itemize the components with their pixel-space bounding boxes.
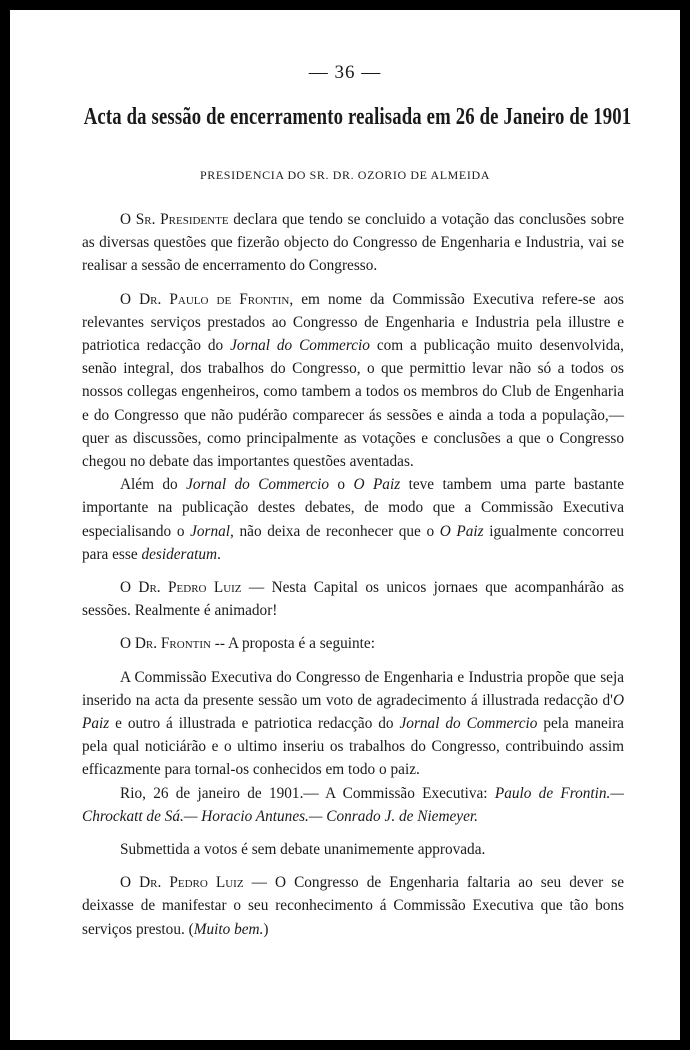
paragraph-text: Submettida a votos é sem debate unanimemente approvada.: [120, 841, 486, 859]
applause-note: Muito bem.: [193, 920, 264, 938]
document-body: [82, 208, 624, 941]
paragraph-text: .: [217, 545, 221, 563]
signatories: Paulo de Frontin.— Chrockatt de Sá.— Horacio Antunes.— Conrado J. de Niemeyer.: [82, 784, 624, 825]
speaker-name: O Sr. Presidente: [120, 211, 229, 228]
paragraph-text: Rio, 26 de janeiro de 1901.— A Commissão Executiva:: [120, 784, 495, 802]
speaker-name: O Dr. Pedro Luiz: [120, 579, 242, 597]
paragraph-pedro-luiz-1: [82, 576, 624, 622]
speaker-name: O Dr. Pedro Luiz: [120, 874, 244, 892]
paragraph-text: o: [329, 476, 354, 494]
paragraph-text: -- A proposta é a seguinte:: [210, 635, 375, 653]
paragraph-text: igualmente concorreu para esse: [82, 522, 624, 563]
paragraph-text: pela maneira pela qual noticiárão e o ultimo inseriu os trabalhos do Congresso, contribuindo assim efficazmente para tornal-os conhecidos em todo o paiz.: [82, 715, 624, 779]
paragraph-pedro-luiz-2: [82, 871, 624, 941]
paragraph-text: — Nesta Capital os unicos jornaes que acompanhárão as sessões. Realmente é animador!: [82, 579, 624, 620]
paragraph-text: A Commissão Executiva do Congresso de Engenharia e Industria propõe que seja inserido na acta da presente sessão um voto de agradecimento á illustrada redacção d': [82, 668, 624, 709]
presidency-subtitle: PRESIDENCIA DO SR. DR. OZORIO DE ALMEIDA: [199, 168, 490, 182]
paragraph-signatures: [82, 782, 624, 828]
newspaper-name: O Paiz: [82, 691, 624, 733]
speaker-name: O Dr. Paulo de Frontin: [120, 290, 290, 308]
newspaper-name: Jornal,: [190, 522, 234, 540]
newspaper-name: Jornal do Commercio: [186, 476, 329, 494]
paragraph-text: ): [263, 920, 269, 938]
paragraph-vote: [82, 838, 624, 861]
latin-term: desideratum: [141, 545, 218, 563]
paragraph-text: — O Congresso de Engenharia faltaria ao seu dever se deixasse de manifestar o seu reconhecimento á Commissão Executiva que tão bons serviços prestou. (: [82, 874, 625, 938]
newspaper-name: Jornal do Commercio: [399, 715, 538, 733]
paragraph-frontin-proposal: [82, 632, 624, 655]
paragraph-text: Além do: [120, 476, 187, 494]
paragraph-frontin: [82, 288, 624, 474]
newspaper-name: O Paiz: [439, 522, 484, 540]
document-page: [10, 10, 680, 1040]
paragraph-text: , em nome da Commissão Executiva refere-se aos relevantes serviços prestados ao Congresso de Engenharia e Industria pela illustre e patriotica redacção do: [82, 290, 624, 355]
paragraph-text: teve tambem uma parte bastante importante na publicação destes debates, de modo que a Commissão Executiva especialisando o: [82, 476, 625, 540]
paragraph-text: com a publicação muito desenvolvida, senão integral, dos trabalhos do Congresso, o que permittio levar não só a todos os nossos collegas engenheiros, como tambem a todos os membros do Club de Engenharia e do Congresso que não pudérão comparecer ás sessões e ainda a toda a população,— quer as discussões, como principalmente as votações e conclusões a que o Congresso chegou no debate das importantes questões aventadas.: [82, 337, 624, 471]
paragraph-text: e outro á illustrada e patriotica redacção do: [109, 715, 400, 733]
paragraph-text: declara que tendo se concluido a votação das conclusões sobre as diversas questões que fizerão objecto do Congresso de Engenharia e Industria, vai se realisar a sessão de encerramento do Congresso.: [82, 211, 624, 275]
paragraph-text: não deixa de reconhecer que o: [233, 522, 440, 540]
page-title: Acta da sessão de encerramento realisada em 26 de Janeiro de 1901: [83, 104, 632, 130]
page-number: — 36 —: [308, 62, 382, 83]
paragraph-proposal-text: [82, 666, 624, 782]
paragraph-o-paiz: [82, 473, 624, 566]
speaker-name: O Dr. Frontin: [120, 635, 211, 653]
paragraph-president: [82, 208, 624, 278]
newspaper-name: Jornal do Commercio: [230, 337, 370, 355]
newspaper-name: O Paiz: [353, 476, 401, 494]
